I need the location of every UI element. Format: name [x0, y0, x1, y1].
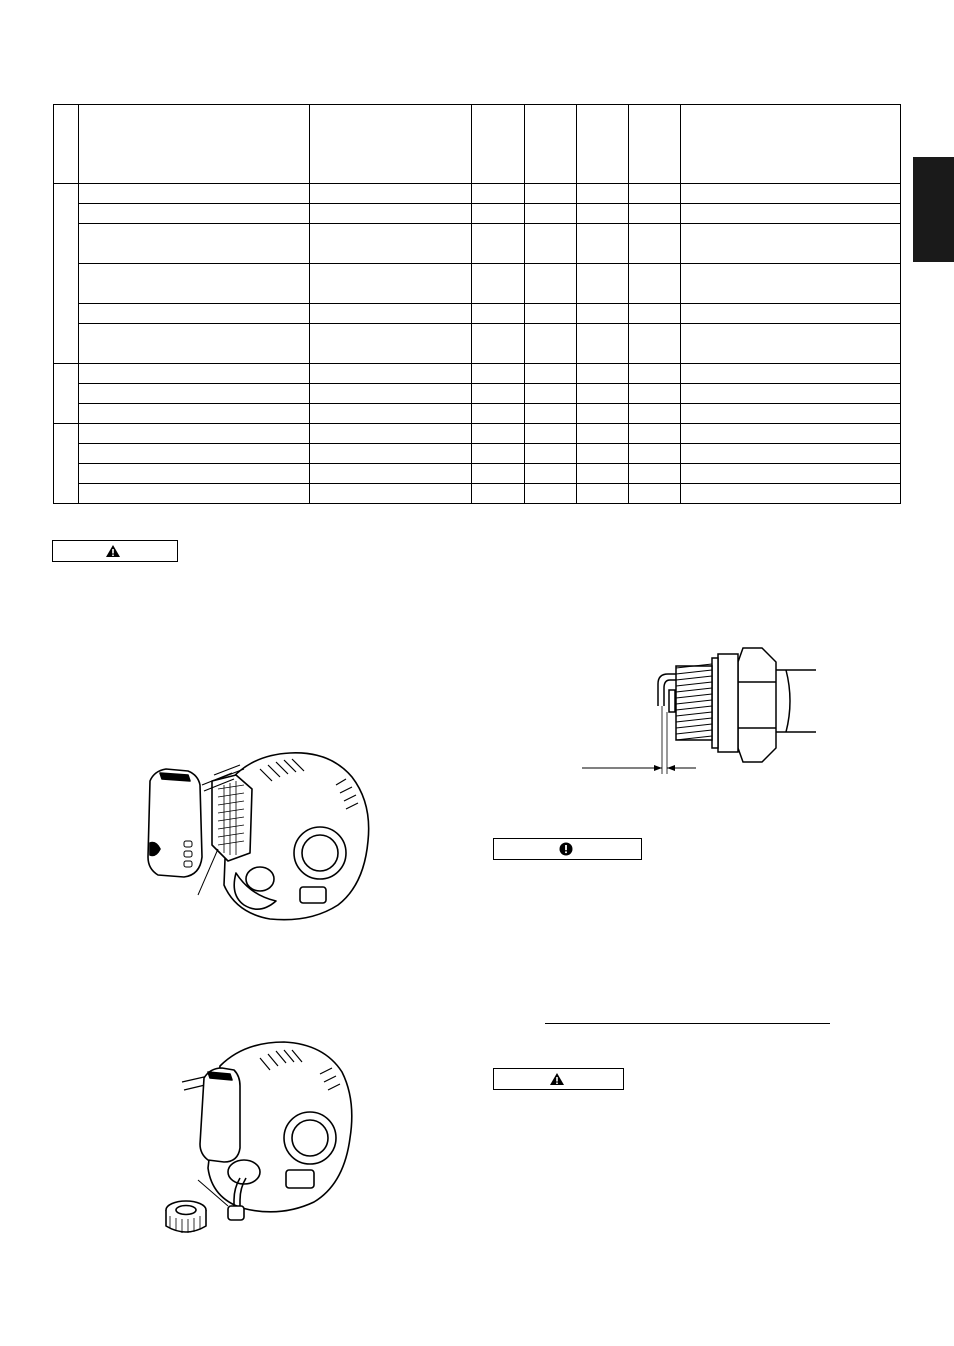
warning-triangle-icon [105, 544, 121, 558]
maintenance-table [53, 104, 901, 504]
fuel-filter-diagram-icon [160, 1038, 360, 1238]
underline-rule [545, 1023, 830, 1024]
caution-exclamation-icon [559, 842, 573, 856]
section-tab [913, 157, 954, 262]
fuel-filter-figure [160, 1038, 360, 1238]
caution-label-box [493, 838, 642, 860]
air-filter-figure [140, 745, 380, 925]
air-filter-diagram-icon [140, 745, 380, 925]
warning-label-box [52, 540, 178, 562]
spark-plug-figure [578, 640, 828, 780]
warning-label-box-2 [493, 1068, 624, 1090]
warning-triangle-icon [549, 1072, 565, 1086]
maintenance-table-grid [53, 104, 901, 504]
spark-plug-gap-diagram-icon [578, 640, 828, 780]
